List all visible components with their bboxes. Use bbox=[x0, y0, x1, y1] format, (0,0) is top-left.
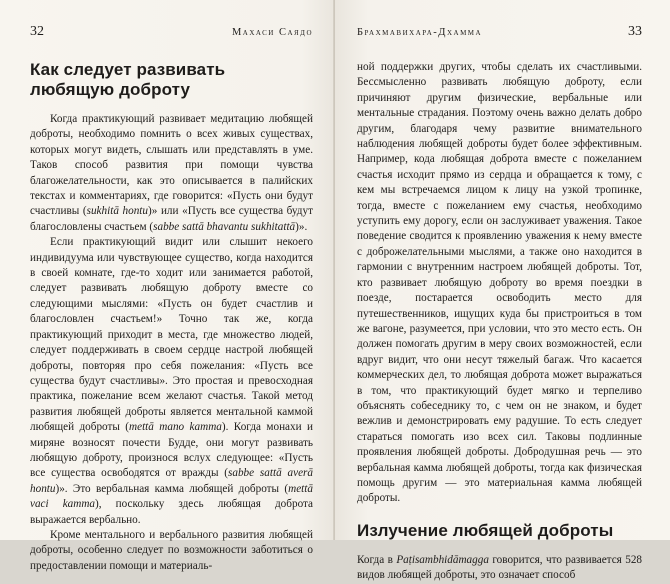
body-paragraph bbox=[357, 60, 642, 507]
text-run: ). Когда монахи и миряне возносят почести Будде, они могут развивать любящую доброту, произнося вслух следующее: «Пусть все существа освободятся от вражды ( bbox=[30, 421, 313, 480]
body-paragraph bbox=[30, 112, 313, 235]
body-paragraph bbox=[30, 528, 313, 574]
section-heading-loving-kindness: Как следует развивать любящую доброту bbox=[30, 60, 226, 99]
body-paragraph bbox=[357, 553, 642, 584]
running-title-right: Брахмавихара-Дхамма bbox=[357, 27, 483, 38]
pali-term: mettā vaci kamma bbox=[30, 482, 313, 511]
text-run: )» или «Пусть все существа будут благословлены счастьем ( bbox=[30, 205, 313, 233]
left-body bbox=[30, 112, 313, 574]
text-run: ), поскольку здесь любящая доброта выражается вербально. bbox=[30, 498, 314, 526]
right-running-head bbox=[357, 24, 642, 42]
text-run: Когда в bbox=[357, 553, 397, 566]
section-heading-radiation: Излучение любящей доброты bbox=[357, 520, 614, 540]
right-body-2 bbox=[357, 553, 642, 584]
page-number-left: 32 bbox=[30, 24, 44, 39]
pali-term: Paṭisambhidāmagga bbox=[396, 553, 489, 566]
pali-term: mettā mano kamma bbox=[129, 421, 222, 434]
left-running-head bbox=[30, 24, 313, 42]
pali-term: sukhitā hontu bbox=[86, 205, 149, 218]
text-run: говорится, что развивается 528 видов любящей доброты, это означает способ bbox=[357, 553, 643, 582]
left-page bbox=[0, 0, 335, 572]
text-run: Когда практикующий развивает медитацию любящей доброты, необходимо помнить о всех живых существах, которых могут видеть, слышать или представлять в уме. Таков способ развития при помощи чувства благожелательности, как это описывается в палийских текстах и комментариях, где говорится: «Пусть они будут счастливы ( bbox=[30, 113, 313, 218]
running-title-left: Махаси Саядо bbox=[231, 27, 313, 38]
text-run: )». bbox=[295, 220, 308, 233]
text-run: Если практикующий видит или слышит некоего индивидуума или чувствующее существо, когда находится в своей комнате, где-то ходит или занимается работой, следует развивать любящую доброту вместе со следующими мыслями: «Пусть он будет счастлив и благословлен счастьем!» Точно так же, когда практикующий приходит в места, где множество людей, следует поддерживать в своем сердце настрой любящей доброты, повторяя про себя пожелания: «Пусть все существа будут счастливы». Это простая и превосходная практика, пожелание всем желают счастья. Такой метод развития любящей доброты является ментальной каммой любящей доброты ( bbox=[30, 236, 313, 434]
text-run: )». Это вербальная камма любящей доброты ( bbox=[55, 482, 289, 495]
right-body bbox=[357, 60, 642, 507]
body-paragraph bbox=[30, 235, 313, 528]
pali-term: sabbe sattā averā hontu bbox=[30, 467, 313, 495]
right-page bbox=[335, 0, 670, 582]
text-run: ной поддержки других, чтобы сделать их счастливыми. Бессмысленно развивать любящую доброту, если причиняют другим физические, вербальные или ментальные страдания. Поэтому очень важно делать добро другим, благодаря чему развитие внимательного наблюдения любящей доброты будет более эффективным. Например, кода любящая доброта вместе с пожеланием счастья исходит прямо из сердца и обращается к тому, с кем мы встречаемся лицом к лицу на узкой тропинке, тогда, вместе с пожеланием ему счастья, необходимо уступить ему дорогу, если он заслуживает уважения. Такое поведение сводится к проявлению уважения к нему вместе с доброжелательными мыслями, а также оно находится в гармонии с внутренним настроем любящей доброты. Тот, кто развивает любящую доброту во время поездки в поезде, постарается освободить место для путешественников, ищущих куда бы пристроиться в том же вагоне, разумеется, при условии, что это место есть. Он должен помогать другим в меру своих возможностей, если вдруг видит, что они несут тяжелый багаж. Что касается коммерческих дел, то любящая доброта может выражаться в том, что практикующий будет мягко и терпеливо объяснять собеседнику то, с чем он не знаком, и будет вежлив и демонстрировать ему радушие. То есть следует стараться помогать изо всех сил. Таковы подлинные проявления любящей доброты. Добродушная речь — это вербальная камма любящей доброты, тогда как физическая помощь другим — это материальная камма любящей доброты. bbox=[357, 61, 642, 505]
pali-term: sabbe sattā bhavantu sukhitattā bbox=[153, 220, 296, 233]
page-number-right: 33 bbox=[628, 24, 642, 39]
text-run: Кроме ментального и вербального развития любящей доброты, особенно следует по возможности заботиться о предоставлении помощи и материаль- bbox=[30, 528, 313, 572]
